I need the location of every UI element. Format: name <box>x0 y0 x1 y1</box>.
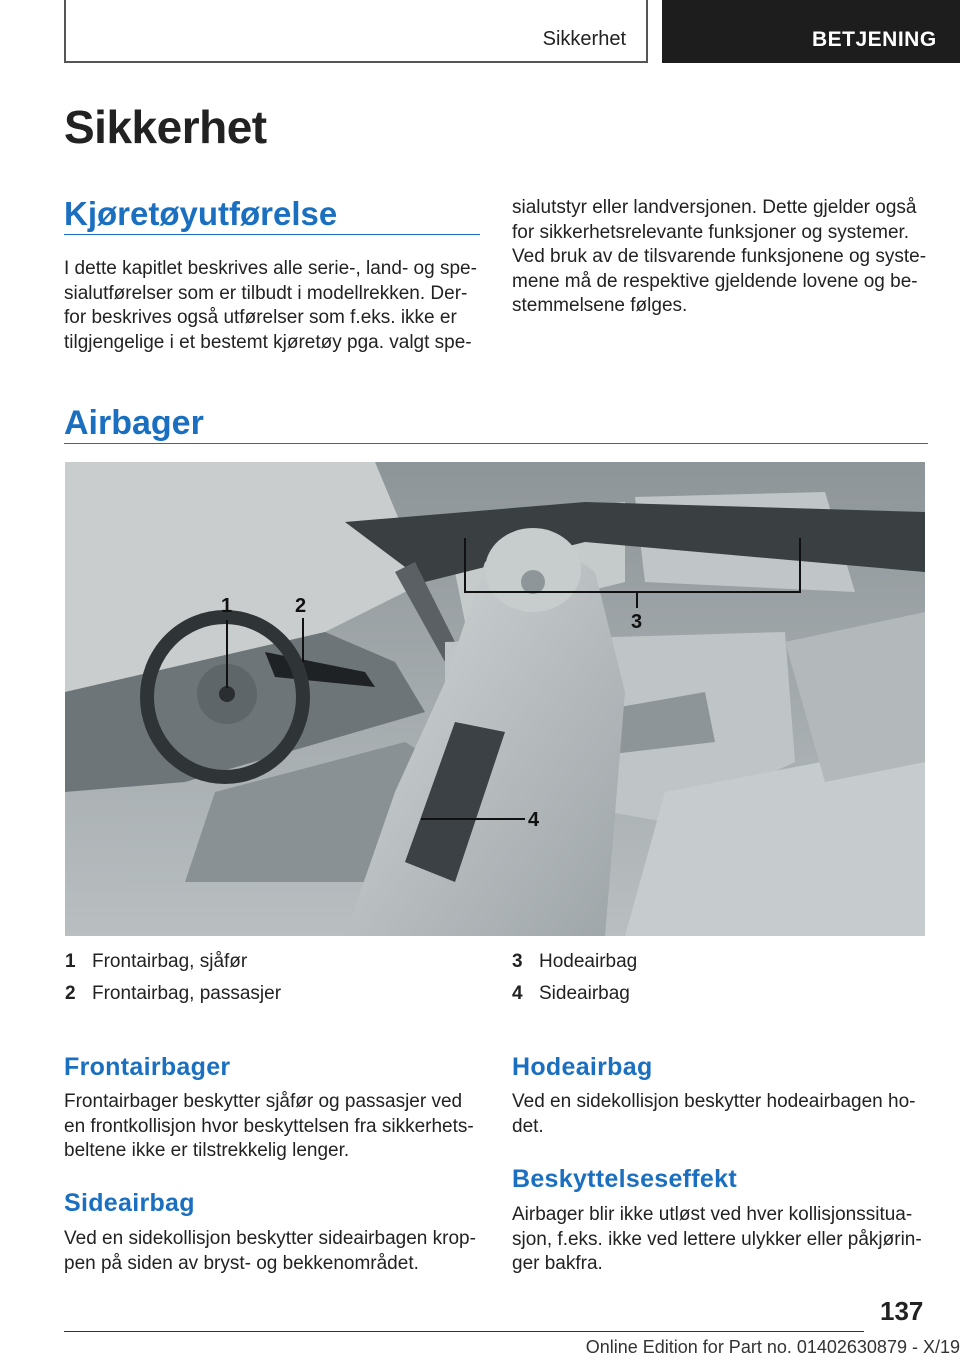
subheading-front-airbags: Frontairbager <box>64 1053 231 1081</box>
legend-label: Frontairbag, passasjer <box>92 983 282 1004</box>
text-line: ger bakfra. <box>512 1253 603 1274</box>
header-section-title: Sikkerhet <box>542 28 626 50</box>
legend-item <box>65 946 485 978</box>
text-line: mene må de respektive gjeldende lovene og be- <box>512 270 918 292</box>
subheading-head-airbag: Hodeairbag <box>512 1053 653 1081</box>
header-section-tab <box>64 0 648 63</box>
text-line: sialutstyr eller landversjonen. Dette gjelder også <box>512 197 917 218</box>
car-interior-drawing <box>65 462 925 936</box>
text-line: Ved en sidekollisjon beskytter hodeairbagen ho- <box>512 1091 916 1112</box>
legend-item <box>65 978 485 1010</box>
callout-1: 1 <box>221 595 233 617</box>
page-title: Sikkerhet <box>64 101 267 153</box>
text-line: Airbager blir ikke utløst ved hver kollisjonssitua- <box>512 1204 913 1225</box>
page-number: 137 <box>880 1296 924 1326</box>
section-heading-airbags: Airbager <box>64 404 204 442</box>
legend-label: Sideairbag <box>539 983 630 1004</box>
paragraph-front-airbags <box>64 1090 494 1164</box>
text-line: I dette kapitlet beskrives alle serie-, land- og spe- <box>64 258 477 279</box>
figure-legend-left <box>65 946 485 1010</box>
text-line: for sikkerhetsrelevante funksjoner og systemer. <box>512 221 910 243</box>
text-line: beltene ikke er tilstrekkelig lenger. <box>64 1140 350 1161</box>
paragraph-side-airbag <box>64 1227 494 1276</box>
text-line: en frontkollisjon hvor beskyttelsen fra sikkerhets- <box>64 1115 474 1137</box>
text-line: tilgjengelige i et bestemt kjøretøy pga. valgt spe- <box>64 331 472 353</box>
legend-number: 4 <box>512 983 523 1004</box>
subheading-protective-effect: Beskyttelseseffekt <box>512 1165 737 1193</box>
footer-rule <box>64 1331 864 1332</box>
header-chapter-tab: BETJENING <box>662 0 960 63</box>
legend-item <box>512 978 932 1010</box>
legend-number: 1 <box>65 951 76 972</box>
subheading-side-airbag: Sideairbag <box>64 1189 195 1217</box>
paragraph-vehicle-design-right <box>512 196 932 319</box>
text-line: stemmelsene følges. <box>512 295 688 316</box>
legend-number: 2 <box>65 983 76 1004</box>
text-line: Frontairbager beskytter sjåfør og passasjer ved <box>64 1091 463 1112</box>
legend-label: Frontairbag, sjåfør <box>92 951 248 972</box>
section-rule <box>64 234 480 235</box>
text-line: sjon, f.eks. ikke ved lettere ulykker eller påkjørin- <box>512 1228 922 1250</box>
callout-4: 4 <box>528 809 540 831</box>
paragraph-vehicle-design-left <box>64 257 484 355</box>
text-line: Ved en sidekollisjon beskytter sideairbagen krop- <box>64 1228 476 1249</box>
paragraph-head-airbag <box>512 1090 942 1139</box>
text-line: for beskrives også utførelser som f.eks. ikke er <box>64 307 457 328</box>
paragraph-protective-effect <box>512 1203 942 1277</box>
text-line: pen på siden av bryst- og bekkenområdet. <box>64 1252 419 1274</box>
footer-edition: Online Edition for Part no. 01402630879 - X/19 <box>585 1337 960 1357</box>
legend-number: 3 <box>512 951 523 972</box>
figure-legend-right <box>512 946 932 1010</box>
callout-3: 3 <box>631 611 643 633</box>
text-line: Ved bruk av de tilsvarende funksjonene og syste- <box>512 246 927 267</box>
callout-2: 2 <box>295 595 307 617</box>
airbag-illustration <box>65 462 925 936</box>
legend-label: Hodeairbag <box>539 951 638 972</box>
legend-item <box>512 946 932 978</box>
section-rule <box>64 443 928 444</box>
text-line: det. <box>512 1115 544 1137</box>
section-heading-vehicle-design: Kjøretøyutførelse <box>64 195 338 232</box>
text-line: sialutførelser som er tilbudt i modellrekken. Der- <box>64 282 468 304</box>
